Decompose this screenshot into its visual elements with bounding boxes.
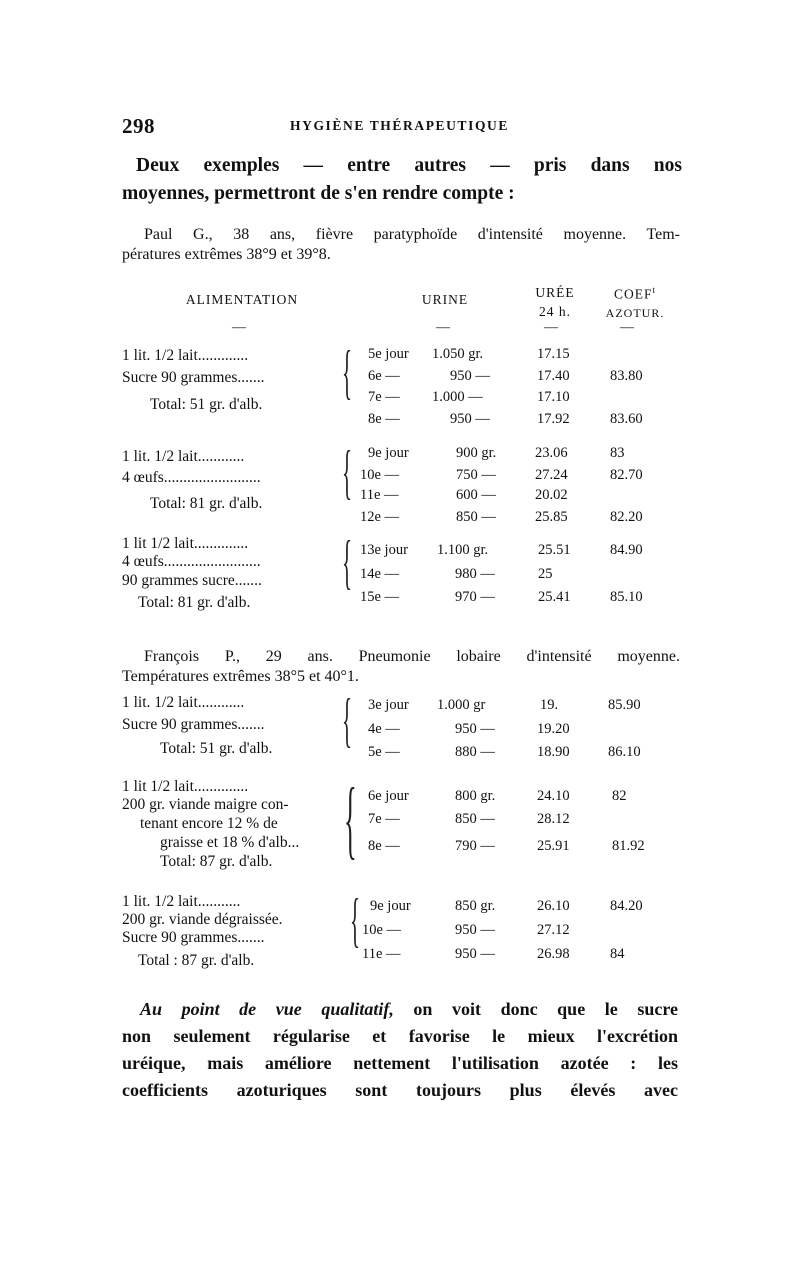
intro-line: Deux exemples — entre autres — pris dans nos bbox=[136, 155, 682, 176]
alimentation-line: 1 lit. 1/2 lait............. bbox=[122, 347, 249, 364]
urine-cell: 950 — bbox=[455, 946, 495, 962]
urine-cell: 790 — bbox=[455, 838, 495, 854]
uree-cell: 23.06 bbox=[535, 445, 568, 461]
uree-cell: 19.20 bbox=[537, 721, 570, 737]
brace: { bbox=[344, 771, 357, 868]
urine-cell: 750 — bbox=[456, 467, 496, 483]
closing-paragraph bbox=[122, 996, 678, 1104]
closing-line: uréique, mais améliore nettement l'utilisation azotée : les bbox=[122, 1053, 678, 1073]
intro-line: moyennes, permettront de s'en rendre compte : bbox=[122, 183, 515, 204]
uree-cell: 27.24 bbox=[535, 467, 568, 483]
brace: { bbox=[342, 339, 353, 405]
alimentation-line: 1 lit. 1/2 lait............ bbox=[122, 448, 245, 465]
case2-line: Températures extrêmes 38°5 et 40°1. bbox=[122, 668, 359, 685]
header-rule: — bbox=[436, 320, 450, 335]
closing-line: non seulement régularise et favorise le mieux l'excrétion bbox=[122, 1026, 678, 1046]
jour-cell: 5e jour bbox=[368, 346, 409, 362]
jour-cell: 5e — bbox=[368, 744, 400, 760]
jour-cell: 10e — bbox=[362, 922, 402, 938]
running-head: HYGIÈNE THÉRAPEUTIQUE bbox=[290, 118, 510, 133]
urine-cell: 850 — bbox=[455, 811, 495, 827]
urine-cell: 850 gr. bbox=[455, 898, 496, 914]
uree-cell: 25.91 bbox=[537, 838, 570, 854]
urine-cell: 950 — bbox=[455, 922, 495, 938]
jour-cell: 13e jour bbox=[360, 542, 408, 558]
closing-italic: Au point de vue qualitatif, bbox=[140, 999, 394, 1019]
alimentation-line: 4 œufs......................... bbox=[122, 553, 261, 570]
brace: { bbox=[342, 687, 353, 753]
coef-cell: 83 bbox=[610, 445, 625, 461]
urine-cell: 950 — bbox=[450, 411, 490, 427]
jour-cell: 6e jour bbox=[368, 788, 409, 804]
alimentation-total: Total: 51 gr. d'alb. bbox=[160, 740, 273, 757]
alimentation-line: 1 lit. 1/2 lait........... bbox=[122, 893, 241, 910]
uree-cell: 17.10 bbox=[537, 389, 570, 405]
urine-cell: 900 gr. bbox=[456, 445, 497, 461]
coef-cell: 82 bbox=[612, 788, 627, 804]
coef-cell: 86.10 bbox=[608, 744, 641, 760]
header-coef: COEF$^t$ bbox=[613, 285, 657, 302]
header-uree: URÉE bbox=[535, 285, 575, 300]
alimentation-total: Total: 51 gr. d'alb. bbox=[150, 396, 263, 413]
urine-cell: 1.100 gr. bbox=[437, 542, 489, 558]
jour-cell: 11e — bbox=[362, 946, 401, 962]
header-alimentation: ALIMENTATION bbox=[185, 292, 299, 307]
jour-cell: 9e jour bbox=[368, 445, 409, 461]
case1-line: Paul G., 38 ans, fièvre paratyphoïde d'intensité moyenne. Tem- bbox=[144, 226, 680, 243]
jour-cell: 10e — bbox=[360, 467, 400, 483]
jour-cell: 7e — bbox=[368, 811, 400, 827]
uree-cell: 19. bbox=[540, 697, 559, 713]
alimentation-line: graisse et 18 % d'alb... bbox=[160, 834, 300, 851]
alimentation-total: Total: 81 gr. d'alb. bbox=[138, 594, 251, 611]
urine-cell: 950 — bbox=[455, 721, 495, 737]
coef-cell: 84 bbox=[610, 946, 625, 962]
uree-cell: 24.10 bbox=[537, 788, 570, 804]
case2-description bbox=[122, 647, 680, 687]
closing-line: coefficients azoturiques sont toujours plus élevés avec bbox=[122, 1080, 678, 1100]
uree-cell: 20.02 bbox=[535, 487, 568, 503]
coef-cell: 84.20 bbox=[610, 898, 643, 914]
coef-cell: 82.70 bbox=[610, 467, 643, 483]
uree-cell: 25.51 bbox=[538, 542, 571, 558]
alimentation-total: Total : 87 gr. d'alb. bbox=[138, 952, 255, 969]
jour-cell: 8e — bbox=[368, 411, 400, 427]
alimentation-total: Total: 87 gr. d'alb. bbox=[160, 853, 273, 870]
coef-cell: 82.20 bbox=[610, 509, 643, 525]
coef-cell: 83.60 bbox=[610, 411, 643, 427]
header-rule: — bbox=[620, 320, 634, 335]
uree-cell: 25.85 bbox=[535, 509, 568, 525]
jour-cell: 4e — bbox=[368, 721, 400, 737]
case1-line: pératures extrêmes 38°9 et 39°8. bbox=[122, 246, 331, 263]
case1-description bbox=[122, 225, 680, 265]
coef-cell: 83.80 bbox=[610, 368, 643, 384]
urine-cell: 1.000 gr bbox=[437, 697, 486, 713]
jour-cell: 11e — bbox=[360, 487, 399, 503]
uree-cell: 25.41 bbox=[538, 589, 571, 605]
alimentation-total: Total: 81 gr. d'alb. bbox=[150, 495, 263, 512]
urine-cell: 880 — bbox=[455, 744, 495, 760]
alimentation-line: 200 gr. viande maigre con- bbox=[122, 796, 289, 813]
brace: { bbox=[342, 439, 353, 505]
jour-cell: 6e — bbox=[368, 368, 400, 384]
uree-cell: 26.98 bbox=[537, 946, 570, 962]
alimentation-line: 1 lit. 1/2 lait............ bbox=[122, 694, 245, 711]
jour-cell: 8e — bbox=[368, 838, 400, 854]
uree-cell: 26.10 bbox=[537, 898, 570, 914]
alimentation-line: Sucre 90 grammes....... bbox=[122, 369, 265, 386]
uree-cell: 17.15 bbox=[537, 346, 570, 362]
urine-cell: 980 — bbox=[455, 566, 495, 582]
closing-line: Au point de vue qualitatif, on voit donc que le sucre bbox=[140, 999, 678, 1019]
header-uree-unit: 24 h. bbox=[539, 304, 571, 319]
uree-cell: 25 bbox=[538, 566, 553, 582]
page-number: 298 bbox=[122, 114, 155, 138]
uree-cell: 17.40 bbox=[537, 368, 570, 384]
alimentation-line: 200 gr. viande dégraissée. bbox=[122, 911, 283, 928]
header-coef-azotur: AZOTUR. bbox=[605, 306, 665, 320]
case2-line: François P., 29 ans. Pneumonie lobaire d'intensité moyenne. bbox=[144, 648, 680, 665]
jour-cell: 12e — bbox=[360, 509, 400, 525]
urine-cell: 970 — bbox=[455, 589, 495, 605]
jour-cell: 15e — bbox=[360, 589, 400, 605]
alimentation-line: 1 lit 1/2 lait.............. bbox=[122, 778, 249, 795]
intro-paragraph bbox=[122, 152, 682, 208]
coef-cell: 81.92 bbox=[612, 838, 645, 854]
uree-cell: 28.12 bbox=[537, 811, 570, 827]
alimentation-line: 1 lit 1/2 lait.............. bbox=[122, 535, 249, 552]
header-rule: — bbox=[544, 320, 558, 335]
brace: { bbox=[350, 887, 361, 953]
urine-cell: 850 — bbox=[456, 509, 496, 525]
header-rule: — bbox=[232, 320, 246, 335]
jour-cell: 9e jour bbox=[370, 898, 411, 914]
alimentation-line: Sucre 90 grammes....... bbox=[122, 929, 265, 946]
urine-cell: 800 gr. bbox=[455, 788, 496, 804]
jour-cell: 7e — bbox=[368, 389, 400, 405]
urine-cell: 1.000 — bbox=[432, 389, 483, 405]
jour-cell: 14e — bbox=[360, 566, 400, 582]
jour-cell: 3e jour bbox=[368, 697, 409, 713]
urine-cell: 1.050 gr. bbox=[432, 346, 484, 362]
alimentation-line: Sucre 90 grammes....... bbox=[122, 716, 265, 733]
alimentation-line: 90 grammes sucre....... bbox=[122, 572, 262, 589]
coef-cell: 85.90 bbox=[608, 697, 641, 713]
urine-cell: 950 — bbox=[450, 368, 490, 384]
header-urine: URINE bbox=[421, 292, 469, 307]
alimentation-line: 4 œufs......................... bbox=[122, 469, 261, 486]
uree-cell: 18.90 bbox=[537, 744, 570, 760]
coef-cell: 85.10 bbox=[610, 589, 643, 605]
uree-cell: 17.92 bbox=[537, 411, 570, 427]
coef-cell: 84.90 bbox=[610, 542, 643, 558]
alimentation-line: tenant encore 12 % de bbox=[140, 815, 278, 832]
urine-cell: 600 — bbox=[456, 487, 496, 503]
uree-cell: 27.12 bbox=[537, 922, 570, 938]
brace: { bbox=[342, 529, 353, 595]
